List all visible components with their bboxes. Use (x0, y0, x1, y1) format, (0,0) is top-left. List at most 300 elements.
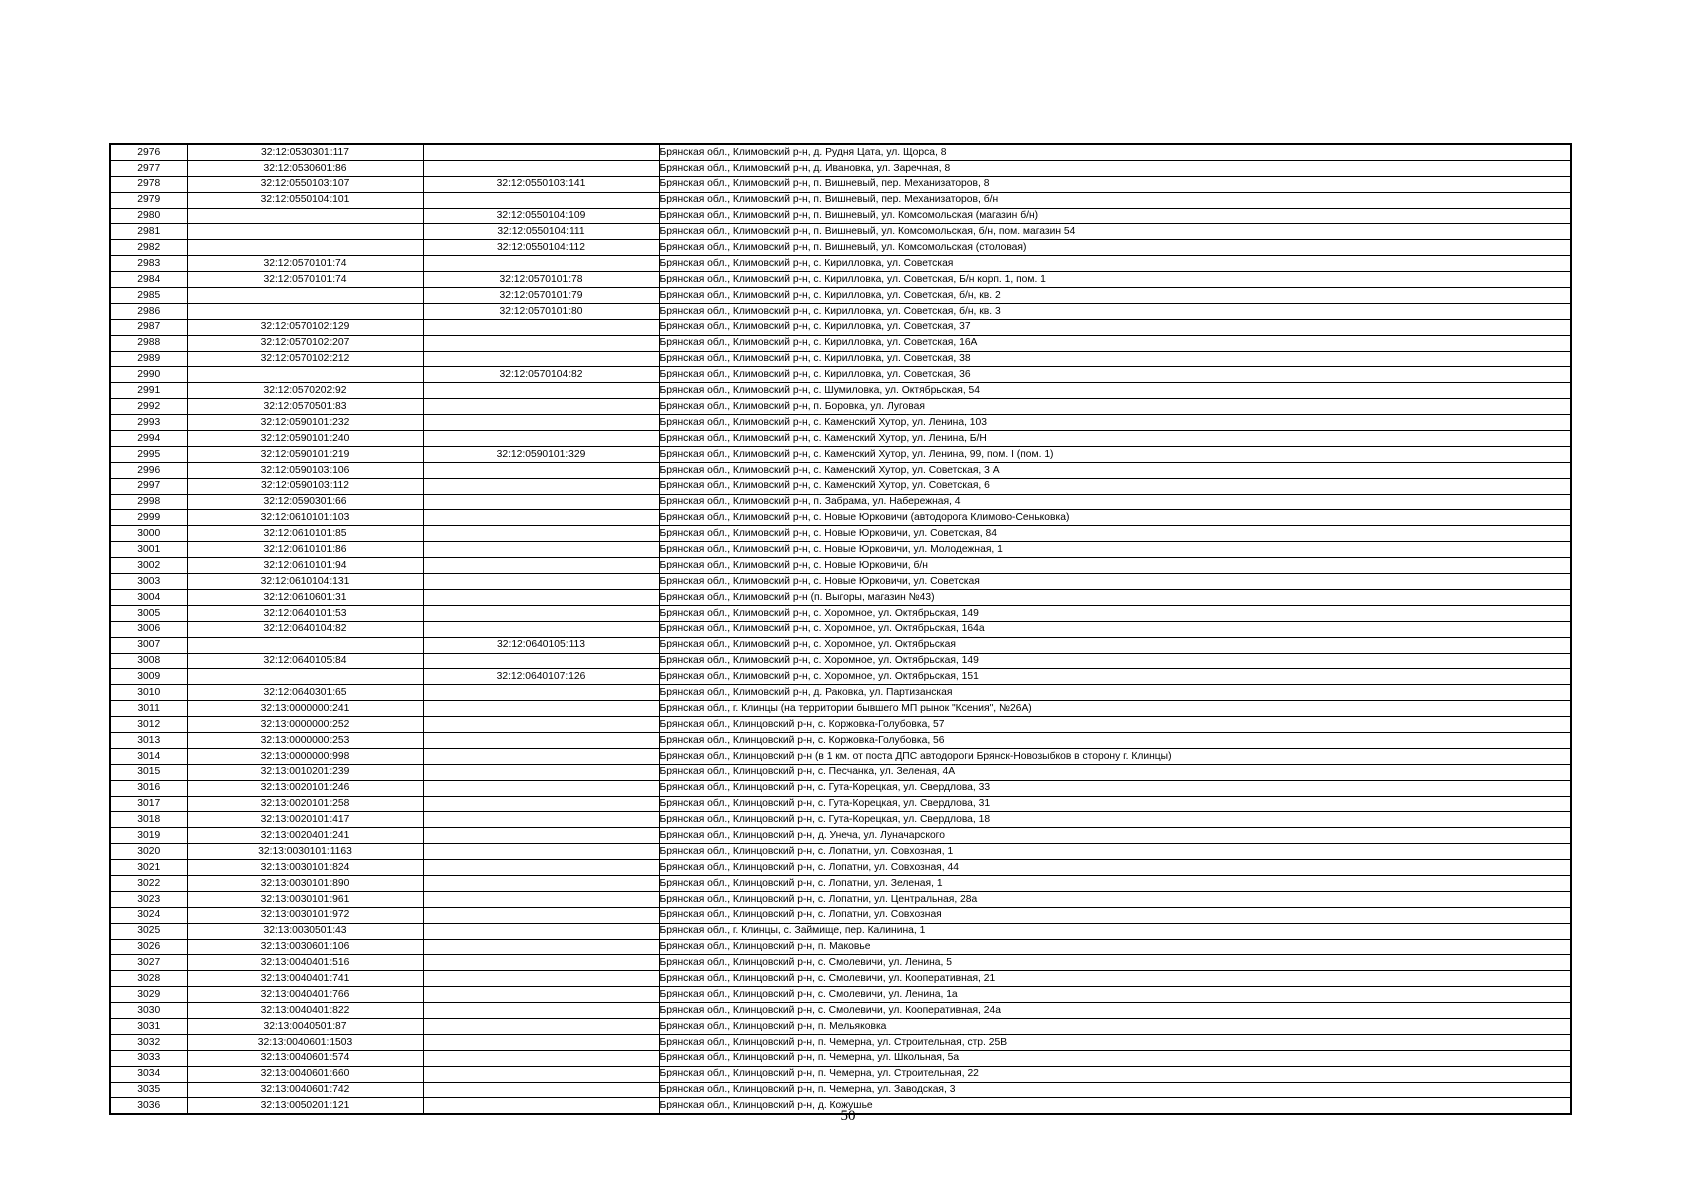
cadastral-number-cell: 32:13:0020401:241 (187, 828, 423, 844)
cadastral-number-cell: 32:13:0000000:253 (187, 732, 423, 748)
cadastral-number-cell: 32:13:0040401:766 (187, 987, 423, 1003)
row-number-cell: 3013 (110, 732, 187, 748)
table-row (110, 939, 1571, 955)
sub-cadastral-number-cell (423, 796, 659, 812)
address-cell: Брянская обл., Климовский р-н, п. Вишневый, пер. Механизаторов, б/н (659, 192, 1571, 208)
cadastral-number-cell: 32:13:0020101:258 (187, 796, 423, 812)
address-cell: Брянская обл., Клинцовский р-н, с. Смолевичи, ул. Кооперативная, 21 (659, 971, 1571, 987)
sub-cadastral-number-cell (423, 828, 659, 844)
address-cell: Брянская обл., Клинцовский р-н, д. Кожушье (659, 1098, 1571, 1114)
sub-cadastral-number-cell: 32:12:0590101:329 (423, 446, 659, 462)
table-row (110, 812, 1571, 828)
row-number-cell: 2990 (110, 367, 187, 383)
cadastral-number-cell: 32:13:0030101:961 (187, 891, 423, 907)
address-cell: Брянская обл., Клинцовский р-н, с. Коржовка-Голубовка, 56 (659, 732, 1571, 748)
sub-cadastral-number-cell (423, 144, 659, 160)
row-number-cell: 2989 (110, 351, 187, 367)
row-number-cell: 3029 (110, 987, 187, 1003)
row-number-cell: 3035 (110, 1082, 187, 1098)
sub-cadastral-number-cell: 32:12:0640107:126 (423, 669, 659, 685)
table-row (110, 653, 1571, 669)
sub-cadastral-number-cell: 32:12:0570101:80 (423, 303, 659, 319)
cadastral-number-cell: 32:12:0640105:84 (187, 653, 423, 669)
table-row (110, 1082, 1571, 1098)
address-cell: Брянская обл., Климовский р-н, с. Кирилловка, ул. Советская (659, 256, 1571, 272)
sub-cadastral-number-cell (423, 780, 659, 796)
sub-cadastral-number-cell (423, 717, 659, 733)
page-number: 50 (840, 1108, 856, 1124)
address-cell: Брянская обл., Клинцовский р-н, с. Песчанка, ул. Зеленая, 4А (659, 764, 1571, 780)
row-number-cell: 2980 (110, 208, 187, 224)
table-row (110, 621, 1571, 637)
sub-cadastral-number-cell (423, 764, 659, 780)
sub-cadastral-number-cell (423, 1066, 659, 1082)
sub-cadastral-number-cell (423, 431, 659, 447)
row-number-cell: 3001 (110, 542, 187, 558)
table-row (110, 748, 1571, 764)
row-number-cell: 3009 (110, 669, 187, 685)
row-number-cell: 3008 (110, 653, 187, 669)
address-cell: Брянская обл., Клинцовский р-н, с. Лопатни, ул. Совхозная, 1 (659, 844, 1571, 860)
cadastral-number-cell: 32:13:0030101:1163 (187, 844, 423, 860)
cadastral-number-cell (187, 669, 423, 685)
sub-cadastral-number-cell (423, 939, 659, 955)
sub-cadastral-number-cell (423, 383, 659, 399)
cadastral-number-cell: 32:13:0030101:890 (187, 875, 423, 891)
cadastral-number-cell: 32:13:0040601:660 (187, 1066, 423, 1082)
table-row (110, 510, 1571, 526)
sub-cadastral-number-cell: 32:12:0570101:79 (423, 288, 659, 304)
cadastral-number-cell: 32:13:0040401:516 (187, 955, 423, 971)
sub-cadastral-number-cell (423, 335, 659, 351)
table-row (110, 987, 1571, 1003)
cadastral-number-cell (187, 303, 423, 319)
row-number-cell: 2977 (110, 160, 187, 176)
address-cell: Брянская обл., Климовский р-н, с. Кирилловка, ул. Советская, б/н, кв. 3 (659, 303, 1571, 319)
row-number-cell: 3034 (110, 1066, 187, 1082)
cadastral-number-cell: 32:12:0550104:101 (187, 192, 423, 208)
address-cell: Брянская обл., Климовский р-н, с. Новые Юрковичи (автодорога Климово-Сеньковка) (659, 510, 1571, 526)
row-number-cell: 2988 (110, 335, 187, 351)
cadastral-number-cell: 32:13:0040401:822 (187, 1003, 423, 1019)
address-cell: Брянская обл., Климовский р-н, д. Рудня Цата, ул. Щорса, 8 (659, 144, 1571, 160)
row-number-cell: 3002 (110, 558, 187, 574)
cadastral-number-cell (187, 224, 423, 240)
cadastral-number-cell (187, 367, 423, 383)
row-number-cell: 3023 (110, 891, 187, 907)
address-cell: Брянская обл., Климовский р-н, п. Боровка, ул. Луговая (659, 399, 1571, 415)
row-number-cell: 3014 (110, 748, 187, 764)
address-cell: Брянская обл., Клинцовский р-н, п. Чемерна, ул. Строительная, 22 (659, 1066, 1571, 1082)
sub-cadastral-number-cell (423, 462, 659, 478)
row-number-cell: 2993 (110, 415, 187, 431)
row-number-cell: 2997 (110, 478, 187, 494)
row-number-cell: 3012 (110, 717, 187, 733)
sub-cadastral-number-cell (423, 160, 659, 176)
sub-cadastral-number-cell (423, 987, 659, 1003)
table-row (110, 605, 1571, 621)
address-cell: Брянская обл., Клинцовский р-н, д. Унеча, ул. Луначарского (659, 828, 1571, 844)
row-number-cell: 2999 (110, 510, 187, 526)
address-cell: Брянская обл., Клинцовский р-н, с. Гута-Корецкая, ул. Свердлова, 33 (659, 780, 1571, 796)
row-number-cell: 2983 (110, 256, 187, 272)
table-row (110, 796, 1571, 812)
cadastral-number-cell: 32:12:0610101:85 (187, 526, 423, 542)
row-number-cell: 2985 (110, 288, 187, 304)
row-number-cell: 2976 (110, 144, 187, 160)
sub-cadastral-number-cell (423, 574, 659, 590)
table-row (110, 1003, 1571, 1019)
cadastral-number-cell: 32:13:0030501:43 (187, 923, 423, 939)
address-cell: Брянская обл., Климовский р-н, с. Хоромное, ул. Октябрьская (659, 637, 1571, 653)
row-number-cell: 3010 (110, 685, 187, 701)
table-row (110, 272, 1571, 288)
cadastral-number-cell (187, 637, 423, 653)
cadastral-number-cell (187, 208, 423, 224)
row-number-cell: 3024 (110, 907, 187, 923)
address-cell: Брянская обл., Климовский р-н, с. Кирилловка, ул. Советская, 37 (659, 319, 1571, 335)
address-cell: Брянская обл., Клинцовский р-н, п. Маковье (659, 939, 1571, 955)
table-row (110, 828, 1571, 844)
cadastral-number-cell: 32:12:0590301:66 (187, 494, 423, 510)
sub-cadastral-number-cell (423, 605, 659, 621)
sub-cadastral-number-cell (423, 685, 659, 701)
cadastral-number-cell: 32:12:0590103:106 (187, 462, 423, 478)
row-number-cell: 3036 (110, 1098, 187, 1114)
table-row (110, 542, 1571, 558)
address-cell: Брянская обл., Климовский р-н, с. Новые Юрковичи, ул. Молодежная, 1 (659, 542, 1571, 558)
table-row (110, 224, 1571, 240)
row-number-cell: 3020 (110, 844, 187, 860)
cadastral-number-cell: 32:13:0030101:972 (187, 907, 423, 923)
row-number-cell: 3004 (110, 589, 187, 605)
table-row (110, 891, 1571, 907)
sub-cadastral-number-cell (423, 589, 659, 605)
address-cell: Брянская обл., Климовский р-н, с. Кирилловка, ул. Советская, Б/н корп. 1, пом. 1 (659, 272, 1571, 288)
address-cell: Брянская обл., г. Клинцы, с. Займище, пер. Калинина, 1 (659, 923, 1571, 939)
row-number-cell: 3033 (110, 1050, 187, 1066)
table-row (110, 399, 1571, 415)
address-cell: Брянская обл., Климовский р-н, с. Каменский Хутор, ул. Советская, 6 (659, 478, 1571, 494)
table-row (110, 923, 1571, 939)
sub-cadastral-number-cell (423, 526, 659, 542)
row-number-cell: 3018 (110, 812, 187, 828)
address-cell: Брянская обл., Климовский р-н, с. Новые Юрковичи, ул. Советская, 84 (659, 526, 1571, 542)
address-cell: Брянская обл., Клинцовский р-н, п. Чемерна, ул. Школьная, 5а (659, 1050, 1571, 1066)
row-number-cell: 3032 (110, 1034, 187, 1050)
row-number-cell: 2987 (110, 319, 187, 335)
address-cell: Брянская обл., Клинцовский р-н, п. Мельяковка (659, 1018, 1571, 1034)
sub-cadastral-number-cell (423, 256, 659, 272)
address-cell: Брянская обл., Климовский р-н, с. Новые Юрковичи, б/н (659, 558, 1571, 574)
row-number-cell: 2992 (110, 399, 187, 415)
address-cell: Брянская обл., Клинцовский р-н (в 1 км. от поста ДПС автодороги Брянск-Новозыбков в сторону г. Клинцы) (659, 748, 1571, 764)
row-number-cell: 2981 (110, 224, 187, 240)
table-row (110, 764, 1571, 780)
cadastral-number-cell: 32:13:0040601:1503 (187, 1034, 423, 1050)
row-number-cell: 2982 (110, 240, 187, 256)
address-cell: Брянская обл., Клинцовский р-н, с. Гута-Корецкая, ул. Свердлова, 31 (659, 796, 1571, 812)
table-row (110, 415, 1571, 431)
row-number-cell: 2978 (110, 176, 187, 192)
sub-cadastral-number-cell (423, 1003, 659, 1019)
sub-cadastral-number-cell (423, 351, 659, 367)
cadastral-number-cell: 32:13:0030101:824 (187, 860, 423, 876)
address-cell: Брянская обл., Климовский р-н, с. Кирилловка, ул. Советская, б/н, кв. 2 (659, 288, 1571, 304)
address-cell: Брянская обл., Климовский р-н, д. Ивановка, ул. Заречная, 8 (659, 160, 1571, 176)
sub-cadastral-number-cell (423, 844, 659, 860)
sub-cadastral-number-cell: 32:12:0550104:112 (423, 240, 659, 256)
cadastral-number-cell (187, 288, 423, 304)
table-row (110, 160, 1571, 176)
table-row (110, 494, 1571, 510)
row-number-cell: 3030 (110, 1003, 187, 1019)
row-number-cell: 3027 (110, 955, 187, 971)
address-cell: Брянская обл., Клинцовский р-н, с. Лопатни, ул. Совхозная (659, 907, 1571, 923)
row-number-cell: 2979 (110, 192, 187, 208)
table-row (110, 844, 1571, 860)
table-row (110, 717, 1571, 733)
table-row (110, 256, 1571, 272)
cadastral-number-cell: 32:12:0570202:92 (187, 383, 423, 399)
address-cell: Брянская обл., г. Клинцы (на территории бывшего МП рынок "Ксения", №26А) (659, 701, 1571, 717)
cadastral-number-cell: 32:12:0590101:232 (187, 415, 423, 431)
table-row (110, 971, 1571, 987)
row-number-cell: 2984 (110, 272, 187, 288)
address-cell: Брянская обл., Климовский р-н, с. Хоромное, ул. Октябрьская, 149 (659, 605, 1571, 621)
cadastral-number-cell: 32:12:0570102:207 (187, 335, 423, 351)
table-row (110, 319, 1571, 335)
cadastral-number-cell: 32:12:0610601:31 (187, 589, 423, 605)
table-row (110, 383, 1571, 399)
table-row (110, 478, 1571, 494)
row-number-cell: 2995 (110, 446, 187, 462)
sub-cadastral-number-cell (423, 192, 659, 208)
table-row (110, 875, 1571, 891)
sub-cadastral-number-cell (423, 478, 659, 494)
sub-cadastral-number-cell: 32:12:0550104:109 (423, 208, 659, 224)
cadastral-number-cell: 32:12:0570101:74 (187, 272, 423, 288)
table-body (110, 144, 1571, 1114)
address-cell: Брянская обл., Климовский р-н, п. Вишневый, ул. Комсомольская (магазин б/н) (659, 208, 1571, 224)
cadastral-number-cell: 32:12:0640101:53 (187, 605, 423, 621)
table-row (110, 669, 1571, 685)
row-number-cell: 3007 (110, 637, 187, 653)
row-number-cell: 3015 (110, 764, 187, 780)
table-row (110, 526, 1571, 542)
sub-cadastral-number-cell (423, 955, 659, 971)
address-cell: Брянская обл., Климовский р-н, п. Вишневый, ул. Комсомольская (столовая) (659, 240, 1571, 256)
table-row (110, 208, 1571, 224)
sub-cadastral-number-cell: 32:12:0640105:113 (423, 637, 659, 653)
sub-cadastral-number-cell (423, 971, 659, 987)
cadastral-number-cell: 32:12:0640104:82 (187, 621, 423, 637)
address-cell: Брянская обл., Клинцовский р-н, с. Смолевичи, ул. Ленина, 5 (659, 955, 1571, 971)
sub-cadastral-number-cell (423, 1050, 659, 1066)
address-cell: Брянская обл., Клинцовский р-н, с. Коржовка-Голубовка, 57 (659, 717, 1571, 733)
table-row (110, 907, 1571, 923)
sub-cadastral-number-cell (423, 542, 659, 558)
table-row (110, 558, 1571, 574)
cadastral-number-cell: 32:12:0590101:219 (187, 446, 423, 462)
cadastral-number-cell: 32:13:0040601:574 (187, 1050, 423, 1066)
cadastral-number-cell: 32:13:0040401:741 (187, 971, 423, 987)
address-cell: Брянская обл., Климовский р-н, с. Хоромное, ул. Октябрьская, 164а (659, 621, 1571, 637)
sub-cadastral-number-cell (423, 1018, 659, 1034)
cadastral-number-cell: 32:12:0640301:65 (187, 685, 423, 701)
row-number-cell: 3016 (110, 780, 187, 796)
table-row (110, 351, 1571, 367)
row-number-cell: 2986 (110, 303, 187, 319)
table-row (110, 431, 1571, 447)
cadastral-number-cell: 32:13:0000000:241 (187, 701, 423, 717)
address-cell: Брянская обл., Климовский р-н, с. Каменский Хутор, ул. Ленина, Б/Н (659, 431, 1571, 447)
table-row (110, 144, 1571, 160)
table-row (110, 732, 1571, 748)
table-row (110, 303, 1571, 319)
sub-cadastral-number-cell (423, 891, 659, 907)
cadastral-number-cell: 32:12:0530601:86 (187, 160, 423, 176)
sub-cadastral-number-cell (423, 732, 659, 748)
sub-cadastral-number-cell (423, 748, 659, 764)
address-cell: Брянская обл., Клинцовский р-н, с. Лопатни, ул. Совхозная, 44 (659, 860, 1571, 876)
address-cell: Брянская обл., Климовский р-н, с. Кирилловка, ул. Советская, 16А (659, 335, 1571, 351)
address-cell: Брянская обл., Климовский р-н, с. Каменский Хутор, ул. Советская, 3 А (659, 462, 1571, 478)
row-number-cell: 3031 (110, 1018, 187, 1034)
sub-cadastral-number-cell (423, 875, 659, 891)
sub-cadastral-number-cell (423, 510, 659, 526)
cadastral-number-cell: 32:12:0570101:74 (187, 256, 423, 272)
cadastral-number-cell: 32:13:0020101:246 (187, 780, 423, 796)
table-row (110, 367, 1571, 383)
address-cell: Брянская обл., Клинцовский р-н, с. Смолевичи, ул. Ленина, 1а (659, 987, 1571, 1003)
sub-cadastral-number-cell (423, 399, 659, 415)
address-cell: Брянская обл., Клинцовский р-н, с. Гута-Корецкая, ул. Свердлова, 18 (659, 812, 1571, 828)
sub-cadastral-number-cell: 32:12:0550103:141 (423, 176, 659, 192)
address-cell: Брянская обл., Климовский р-н, с. Каменский Хутор, ул. Ленина, 103 (659, 415, 1571, 431)
address-cell: Брянская обл., Климовский р-н (п. Выгоры, магазин №43) (659, 589, 1571, 605)
address-cell: Брянская обл., Клинцовский р-н, п. Чемерна, ул. Строительная, стр. 25В (659, 1034, 1571, 1050)
row-number-cell: 3017 (110, 796, 187, 812)
address-cell: Брянская обл., Климовский р-н, с. Каменский Хутор, ул. Ленина, 99, пом. I (пом. 1) (659, 446, 1571, 462)
sub-cadastral-number-cell (423, 1082, 659, 1098)
address-cell: Брянская обл., Климовский р-н, п. Вишневый, пер. Механизаторов, 8 (659, 176, 1571, 192)
table-row (110, 288, 1571, 304)
cadastral-number-cell: 32:12:0610104:131 (187, 574, 423, 590)
sub-cadastral-number-cell (423, 653, 659, 669)
table-row (110, 1034, 1571, 1050)
table-row (110, 1018, 1571, 1034)
row-number-cell: 3011 (110, 701, 187, 717)
table-row (110, 1066, 1571, 1082)
address-cell: Брянская обл., Клинцовский р-н, с. Смолевичи, ул. Кооперативная, 24а (659, 1003, 1571, 1019)
cadastral-number-cell: 32:13:0010201:239 (187, 764, 423, 780)
sub-cadastral-number-cell (423, 812, 659, 828)
cadastral-number-cell: 32:12:0590103:112 (187, 478, 423, 494)
sub-cadastral-number-cell (423, 621, 659, 637)
row-number-cell: 3006 (110, 621, 187, 637)
sub-cadastral-number-cell (423, 923, 659, 939)
row-number-cell: 3003 (110, 574, 187, 590)
address-cell: Брянская обл., Климовский р-н, с. Хоромное, ул. Октябрьская, 149 (659, 653, 1571, 669)
address-cell: Брянская обл., Климовский р-н, п. Вишневый, ул. Комсомольская, б/н, пом. магазин 54 (659, 224, 1571, 240)
row-number-cell: 3019 (110, 828, 187, 844)
cadastral-number-cell: 32:12:0550103:107 (187, 176, 423, 192)
row-number-cell: 3022 (110, 875, 187, 891)
row-number-cell: 2994 (110, 431, 187, 447)
address-cell: Брянская обл., Климовский р-н, с. Кирилловка, ул. Советская, 36 (659, 367, 1571, 383)
cadastral-number-cell: 32:12:0610101:94 (187, 558, 423, 574)
table-row (110, 176, 1571, 192)
sub-cadastral-number-cell: 32:12:0570104:82 (423, 367, 659, 383)
cadastral-number-cell: 32:12:0570501:83 (187, 399, 423, 415)
cadastral-number-cell: 32:12:0610101:103 (187, 510, 423, 526)
row-number-cell: 2991 (110, 383, 187, 399)
row-number-cell: 2998 (110, 494, 187, 510)
row-number-cell: 3021 (110, 860, 187, 876)
row-number-cell: 3000 (110, 526, 187, 542)
sub-cadastral-number-cell (423, 415, 659, 431)
cadastral-number-cell: 32:12:0570102:129 (187, 319, 423, 335)
table-row (110, 685, 1571, 701)
row-number-cell: 3026 (110, 939, 187, 955)
sub-cadastral-number-cell (423, 1034, 659, 1050)
row-number-cell: 3005 (110, 605, 187, 621)
cadastral-number-cell: 32:13:0000000:252 (187, 717, 423, 733)
address-cell: Брянская обл., Климовский р-н, с. Новые Юрковичи, ул. Советская (659, 574, 1571, 590)
table-row (110, 1050, 1571, 1066)
sub-cadastral-number-cell (423, 907, 659, 923)
address-cell: Брянская обл., Клинцовский р-н, с. Лопатни, ул. Зеленая, 1 (659, 875, 1571, 891)
cadastral-number-cell: 32:12:0590101:240 (187, 431, 423, 447)
sub-cadastral-number-cell (423, 701, 659, 717)
cadastral-number-cell: 32:13:0040601:742 (187, 1082, 423, 1098)
address-cell: Брянская обл., Климовский р-н, с. Кирилловка, ул. Советская, 38 (659, 351, 1571, 367)
address-cell: Брянская обл., Климовский р-н, д. Раковка, ул. Партизанская (659, 685, 1571, 701)
sub-cadastral-number-cell (423, 860, 659, 876)
table-row (110, 335, 1571, 351)
address-cell: Брянская обл., Климовский р-н, с. Хоромное, ул. Октябрьская, 151 (659, 669, 1571, 685)
table-row (110, 589, 1571, 605)
row-number-cell: 2996 (110, 462, 187, 478)
row-number-cell: 3028 (110, 971, 187, 987)
cadastral-number-cell: 32:13:0040501:87 (187, 1018, 423, 1034)
address-cell: Брянская обл., Клинцовский р-н, с. Лопатни, ул. Центральная, 28а (659, 891, 1571, 907)
table-row (110, 780, 1571, 796)
table-row (110, 701, 1571, 717)
cadastral-number-cell: 32:13:0000000:998 (187, 748, 423, 764)
sub-cadastral-number-cell (423, 558, 659, 574)
property-register-table (109, 143, 1572, 1115)
table-row (110, 955, 1571, 971)
table-row (110, 574, 1571, 590)
cadastral-number-cell: 32:12:0610101:86 (187, 542, 423, 558)
address-cell: Брянская обл., Климовский р-н, п. Забрама, ул. Набережная, 4 (659, 494, 1571, 510)
sub-cadastral-number-cell (423, 319, 659, 335)
cadastral-number-cell: 32:13:0050201:121 (187, 1098, 423, 1114)
address-cell: Брянская обл., Климовский р-н, с. Шумиловка, ул. Октябрьская, 54 (659, 383, 1571, 399)
table-row (110, 240, 1571, 256)
cadastral-number-cell: 32:12:0530301:117 (187, 144, 423, 160)
cadastral-number-cell (187, 240, 423, 256)
address-cell: Брянская обл., Клинцовский р-н, п. Чемерна, ул. Заводская, 3 (659, 1082, 1571, 1098)
sub-cadastral-number-cell: 32:12:0550104:111 (423, 224, 659, 240)
table-row (110, 860, 1571, 876)
sub-cadastral-number-cell: 32:12:0570101:78 (423, 272, 659, 288)
cadastral-number-cell: 32:13:0030601:106 (187, 939, 423, 955)
cadastral-number-cell: 32:12:0570102:212 (187, 351, 423, 367)
cadastral-number-cell: 32:13:0020101:417 (187, 812, 423, 828)
